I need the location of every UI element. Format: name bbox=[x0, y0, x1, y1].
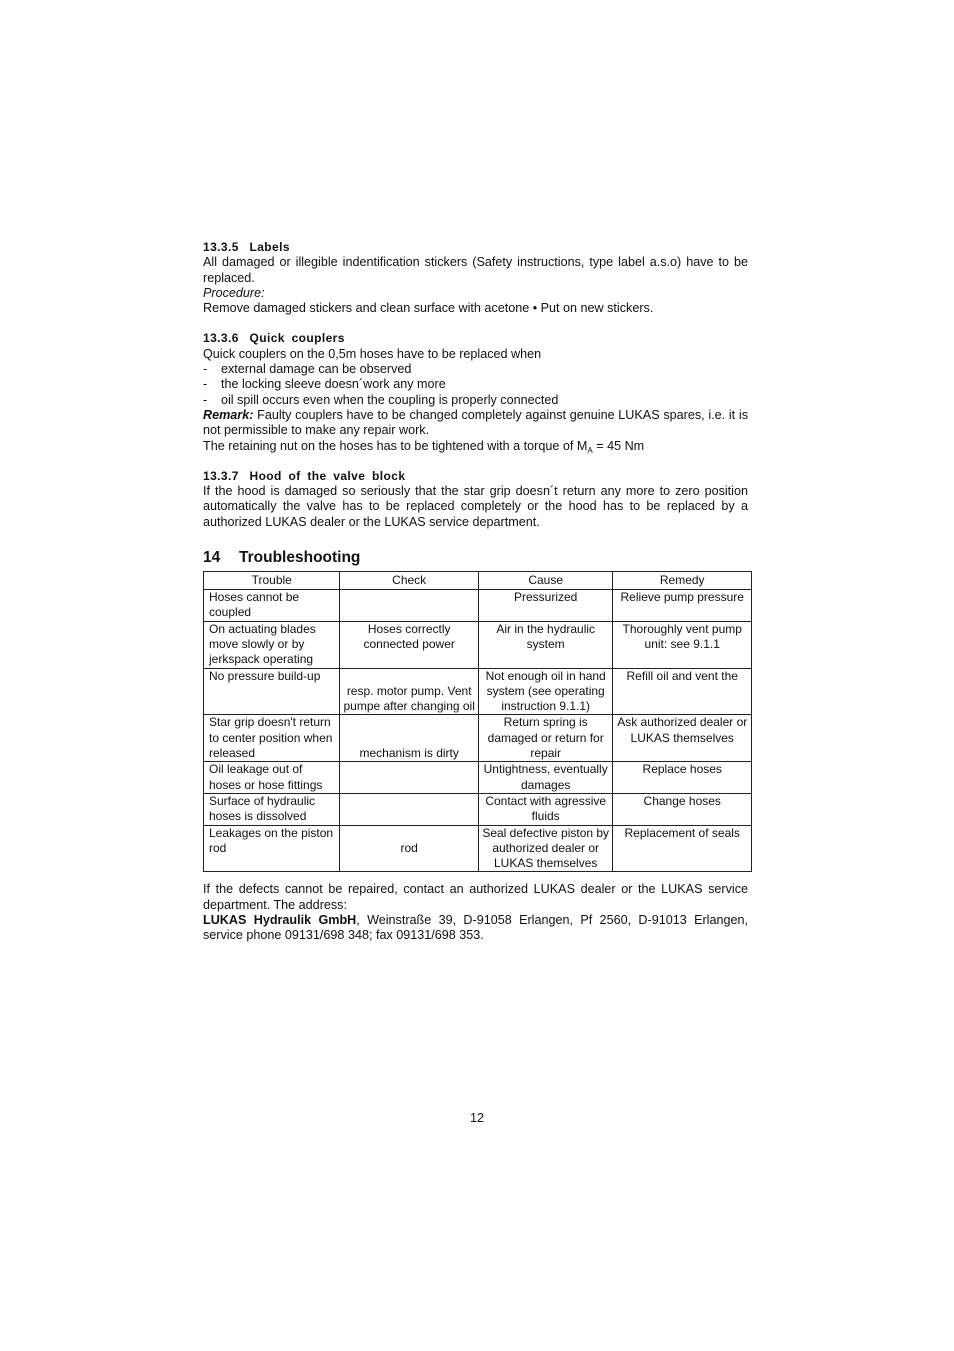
list-item: - the locking sleeve doesn´work any more bbox=[203, 377, 446, 392]
table-cell: Not enough oil in hand system (see operating instruction 9.1.1) bbox=[478, 668, 613, 715]
table-cell: Replace hoses bbox=[613, 762, 752, 794]
section-heading-hood: 13.3.7 Hood of the valve block bbox=[203, 468, 406, 483]
table-cell: resp. motor pump. Vent pumpe after changing oil bbox=[340, 668, 478, 715]
table-cell: Surface of hydraulic hoses is dissolved bbox=[204, 793, 340, 825]
contact-paragraph: If the defects cannot be repaired, contact an authorized LUKAS dealer or the LUKAS service department. The address: bbox=[203, 882, 748, 912]
page-number: 12 bbox=[469, 1111, 484, 1125]
torque-paragraph: The retaining nut on the hoses has to be tightened with a torque of $M_A = 45$ Nm bbox=[203, 438, 645, 455]
table-cell bbox=[340, 793, 478, 825]
table-cell: Oil leakage out of hoses or hose fittings bbox=[204, 762, 340, 794]
table-header-row bbox=[204, 572, 752, 590]
table-row bbox=[204, 825, 752, 872]
list-item: - oil spill occurs even when the coupling is properly connected bbox=[203, 392, 559, 407]
table-row bbox=[204, 621, 752, 668]
table-cell bbox=[340, 590, 478, 622]
page-content bbox=[203, 240, 748, 944]
labels-paragraph: All damaged or illegible indentification stickers (Safety instructions, type label a.s.o) have to be replaced. bbox=[203, 255, 748, 285]
column-header-check: Check bbox=[340, 572, 478, 590]
table-cell: Ask authorized dealer or LUKAS themselves bbox=[613, 715, 752, 762]
table-cell: Star grip doesn't return to center position when released bbox=[204, 715, 340, 762]
table-cell: mechanism is dirty bbox=[340, 715, 478, 762]
table-cell: Pressurized bbox=[478, 590, 613, 622]
section-heading-quick-couplers: 13.3.6 Quick couplers bbox=[203, 331, 345, 346]
column-header-trouble: Trouble bbox=[204, 572, 340, 590]
section-heading-labels: 13.3.5 Labels bbox=[203, 240, 290, 254]
hood-paragraph: If the hood is damaged so seriously that the star grip doesn´t return any more to zero position automatically the valve has to be replaced completely or the hood has to be replaced by a authorized LUKAS dealer or the LUKAS service department. bbox=[203, 484, 748, 529]
table-cell: Hoses cannot be coupled bbox=[204, 590, 340, 622]
table-cell: Leakages on the piston rod bbox=[204, 825, 340, 872]
table-cell: Hoses correctly connected power bbox=[340, 621, 478, 668]
table-cell: Change hoses bbox=[613, 793, 752, 825]
list-item: - external damage can be observed bbox=[203, 362, 412, 377]
couplers-intro: Quick couplers on the 0,5m hoses have to be replaced when bbox=[203, 346, 542, 361]
table-row bbox=[204, 793, 752, 825]
table-cell: Contact with agressive fluids bbox=[478, 793, 613, 825]
table-cell bbox=[340, 762, 478, 794]
procedure-text: Remove damaged stickers and clean surface with acetone • Put on new stickers. bbox=[203, 301, 654, 316]
table-cell: Seal defective piston by authorized dealer or LUKAS themselves bbox=[478, 825, 613, 872]
table-row bbox=[204, 715, 752, 762]
table-cell: On actuating blades move slowly or by jerkspack operating bbox=[204, 621, 340, 668]
table-row bbox=[204, 762, 752, 794]
table-cell: No pressure build-up bbox=[204, 668, 340, 715]
table-cell: Untightness, eventually damages bbox=[478, 762, 613, 794]
remark-paragraph: Remark: Faulty couplers have to be changed completely against genuine LUKAS spares, i.e. it is not permissible to make any repair work. bbox=[203, 407, 748, 438]
procedure-label: Procedure: bbox=[203, 285, 265, 300]
table-cell: Refill oil and vent the bbox=[613, 668, 752, 715]
table-cell: Return spring is damaged or return for repair bbox=[478, 715, 613, 762]
table-row bbox=[204, 590, 752, 622]
table-row bbox=[204, 668, 752, 715]
troubleshooting-table bbox=[203, 571, 752, 872]
table-cell: Replacement of seals bbox=[613, 825, 752, 872]
address-paragraph: LUKAS Hydraulik GmbH, Weinstraße 39, D-91058 Erlangen, Pf 2560, D-91013 Erlangen, service phone 09131/698 348; fax 09131/698 353. bbox=[203, 912, 748, 943]
column-header-remedy: Remedy bbox=[613, 572, 752, 590]
table-cell: Relieve pump pressure bbox=[613, 590, 752, 622]
table-cell: rod bbox=[340, 825, 478, 872]
section-heading-troubleshooting: 14 Troubleshooting bbox=[203, 549, 361, 567]
table-cell: Thoroughly vent pump unit: see 9.1.1 bbox=[613, 621, 752, 668]
table-cell: Air in the hydraulic system bbox=[478, 621, 613, 668]
column-header-cause: Cause bbox=[478, 572, 613, 590]
